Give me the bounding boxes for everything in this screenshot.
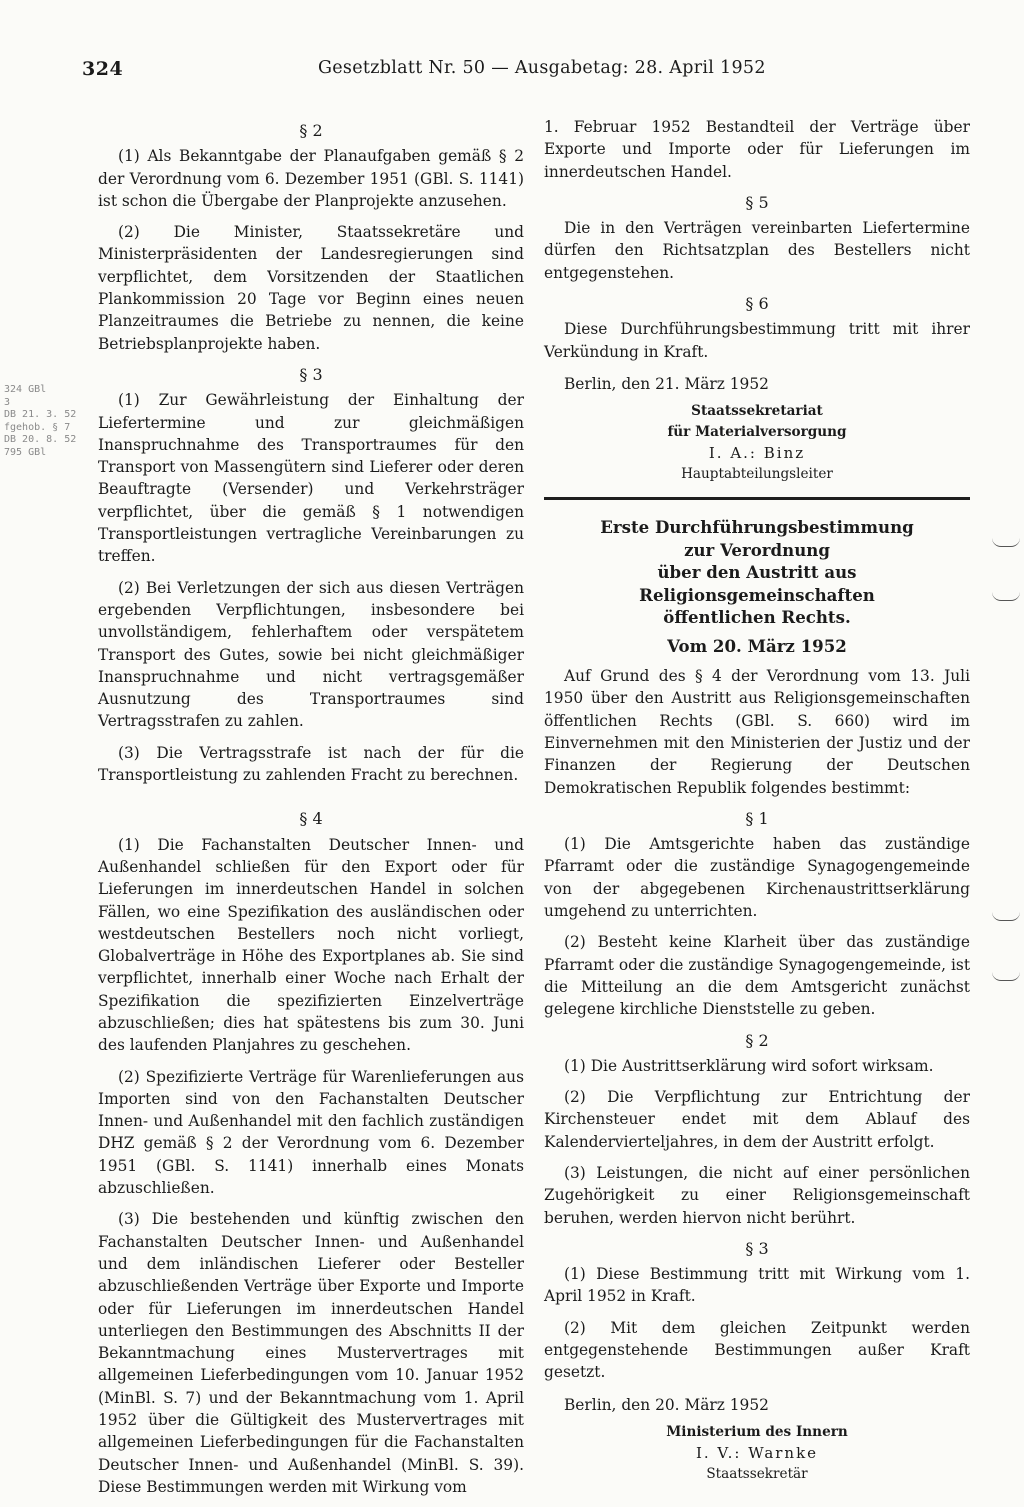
- paragraph: (3) Die Vertragsstrafe ist nach der für die Transportleistung zu zahlenden Fracht zu berechnen.: [98, 743, 524, 785]
- binding-mark: [992, 912, 1020, 921]
- place-date: Berlin, den 20. März 1952: [564, 1395, 769, 1414]
- section-heading: § 3: [745, 1238, 769, 1258]
- decree-date: Vom 20. März 1952: [667, 635, 847, 656]
- margin-annotation: [4, 384, 77, 459]
- paragraph: (1) Zur Gewährleistung der Einhaltung der Liefertermine und zur gleichmäßigen Inanspruchnahme des Transportraumes für den Transport von Massengütern sind Lieferer oder deren Beauftragte (Versender) und Verkehrsträger verpflichtet, über die gemäß § 1 notwendigen Transportleistungen vertragliche Vereinbarungen zu treffen.: [98, 391, 524, 566]
- binding-mark: [992, 538, 1020, 547]
- decree-title: Erste Durchführungsbestimmung: [600, 517, 914, 538]
- page-number: 324: [82, 58, 124, 80]
- decree-title: zur Verordnung: [684, 539, 830, 560]
- section-divider: [544, 497, 970, 500]
- section-heading: § 1: [745, 808, 769, 828]
- margin-note-line: DB 21. 3. 52: [4, 409, 77, 420]
- section-heading: § 2: [299, 121, 323, 140]
- paragraph: (1) Diese Bestimmung tritt mit Wirkung vom 1. April 1952 in Kraft.: [544, 1265, 970, 1306]
- decree-title: öffentlichen Rechts.: [663, 607, 851, 628]
- paragraph: (1) Die Fachanstalten Deutscher Innen- und Außenhandel schließen für den Export oder für Lieferungen im innerdeutschen Handel in solchen Fällen, wo eine Spezifikation des ausländischen oder westdeutschen Bestellers noch nicht vorliegt, Globalverträge in Höhe des Exportplanes ab. Sie sind verpflichtet, innerhalb einer Woche nach Erhalt der Spezifikation die spezifizierten Einzelverträge abzuschließen; dies hat spätestens bis zum 30. Juni des laufenden Planjahres zu geschehen.: [98, 835, 524, 1055]
- margin-note-line: 795 GBl: [4, 446, 47, 458]
- decree-title: über den Austritt aus Religionsgemeinschaften: [639, 562, 875, 605]
- signature-org: für Materialversorgung: [667, 424, 847, 441]
- paragraph: Die in den Verträgen vereinbarten Liefertermine dürfen den Richtsatzplan des Bestellers nicht entgegenstehen.: [544, 219, 970, 282]
- paragraph: (2) Die Minister, Staatssekretäre und Ministerpräsidenten der Landesregierungen sind verpflichtet, dem Vorsitzenden der Staatlichen Plankommission 20 Tage vor Beginn eines neuen Planzeitraumes die Betriebe zu nennen, die keine Betriebsplanprojekte haben.: [98, 223, 524, 353]
- page-header: [0, 58, 1024, 84]
- preamble: Auf Grund des § 4 der Verordnung vom 13. Juli 1950 über den Austritt aus Religionsgemeinschaften öffentlichen Rechts (GBl. S. 660) wird im Einvernehmen mit den Ministerien der Justiz und der Finanzen der Regierung der Deutschen Demokratischen Republik folgendes bestimmt:: [544, 667, 970, 797]
- paragraph: (3) Leistungen, die nicht auf einer persönlichen Zugehörigkeit zu einer Religionsgemeinschaft beruhen, werden hiervon nicht berührt.: [544, 1164, 970, 1227]
- section-heading: § 3: [299, 364, 323, 384]
- margin-note-line: 324 GBl: [4, 384, 47, 395]
- paragraph: (3) Die bestehenden und künftig zwischen den Fachanstalten Deutscher Innen- und Außenhandel und dem inländischen Lieferer oder Besteller abzuschließenden Verträge über Exporte und Importe oder für Lieferungen im innerdeutschen Handel unterliegen den Bestimmungen des Abschnitts II der Bekanntmachung eines Mustervertrages mit allgemeinen Lieferbedingungen vom 10. Januar 1952 (MinBl. S. 7) und der Bekanntmachung vom 1. April 1952 über die Gültigkeit des Mustervertrages mit allgemeinen Lieferbedingungen für die Fachanstalten Deutscher Innen- und Außenhandel (MinBl. S. 39). Diese Bestimmungen werden mit Wirkung vom: [98, 1210, 524, 1496]
- signature-name: I. V.: Warnke: [695, 1443, 819, 1462]
- section-heading: § 4: [299, 809, 323, 829]
- paragraph: (1) Die Amtsgerichte haben das zuständige Pfarramt oder die zuständige Synagogengemeinde von der abgegebenen Kirchenaustrittserklärung umgehend zu unterrichten.: [544, 835, 970, 921]
- running-head: Gesetzblatt Nr. 50 — Ausgabetag: 28. April 1952: [318, 58, 766, 78]
- paragraph-continuation: 1. Februar 1952 Bestandteil der Verträge über Exporte und Importe oder für Lieferungen im innerdeutschen Handel.: [544, 118, 970, 181]
- right-column: [544, 116, 970, 1485]
- margin-note-line: fgehob. § 7: [4, 421, 71, 433]
- binding-mark: [992, 592, 1020, 601]
- signature-name: I. A.: Binz: [708, 444, 806, 463]
- paragraph: (2) Spezifizierte Verträge für Warenlieferungen aus Importen sind von den Fachanstalten Deutscher Innen- und Außenhandel mit den fachlich zuständigen DHZ gemäß § 2 der Verordnung vom 6. Dezember 1951 (GBl. S. 1141) innerhalb eines Monats abzuschließen.: [98, 1067, 524, 1198]
- paragraph: (2) Bei Verletzungen der sich aus diesen Verträgen ergebenden Verpflichtungen, insbesondere bei unvollständigem, fehlerhaftem oder verspätetem Transport des Gutes, sowie bei nicht gleichmäßiger Inanspruchnahme und nicht vertragsgemäßer Ausnutzung des Transportraumes sind Vertragsstrafen zu zahlen.: [98, 578, 524, 731]
- section-heading: § 2: [745, 1030, 769, 1050]
- place-date: Berlin, den 21. März 1952: [564, 374, 769, 393]
- paragraph: (1) Die Austrittserklärung wird sofort wirksam.: [564, 1056, 934, 1075]
- signature-org: Ministerium des Innern: [666, 1423, 848, 1440]
- margin-note-line: 3: [4, 396, 11, 408]
- left-column: [98, 116, 524, 1507]
- paragraph: Diese Durchführungsbestimmung tritt mit ihrer Verkündung in Kraft.: [544, 320, 970, 361]
- paragraph: (2) Mit dem gleichen Zeitpunkt werden entgegenstehende Bestimmungen außer Kraft gesetzt.: [544, 1318, 970, 1382]
- margin-note-line: DB 20. 8. 52: [4, 434, 77, 445]
- section-heading: § 5: [745, 192, 769, 212]
- paragraph: (1) Als Bekanntgabe der Planaufgaben gemäß § 2 der Verordnung vom 6. Dezember 1951 (GBl. S. 1141) ist schon die Übergabe der Planprojekte anzusehen.: [98, 147, 524, 210]
- signature-title: Hauptabteilungsleiter: [681, 466, 833, 483]
- signature-title: Staatssekretär: [706, 1465, 808, 1482]
- binding-mark: [992, 972, 1020, 981]
- paragraph: (2) Besteht keine Klarheit über das zuständige Pfarramt oder die zuständige Synagogengemeinde, ist die Mitteilung an die dem Amtsgericht zunächst gelegene kirchliche Dienststelle zu geben.: [544, 933, 970, 1019]
- paragraph: (2) Die Verpflichtung zur Entrichtung der Kirchensteuer endet mit dem Ablauf des Kalendervierteljahres, in dem der Austritt erfolgt.: [544, 1088, 970, 1151]
- signature-org: Staatssekretariat: [691, 403, 823, 420]
- section-heading: § 6: [745, 294, 769, 314]
